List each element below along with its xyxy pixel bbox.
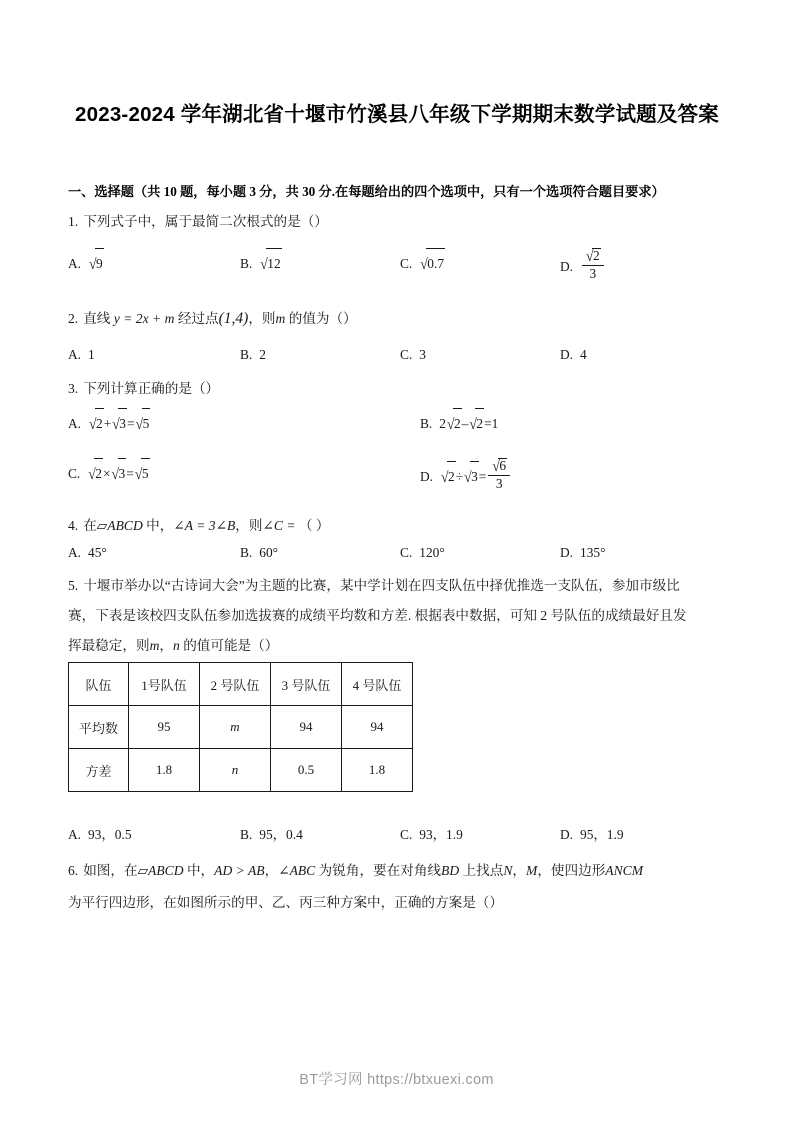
question-5-text-line3b: 的值可能是（） <box>183 638 279 653</box>
option-a-label: A. <box>68 827 82 842</box>
question-5-text-line3a: 挥最稳定，则 <box>68 638 150 653</box>
operator-divide: ÷ <box>455 468 464 484</box>
question-5-variable-n: n <box>172 638 180 653</box>
question-2-stem <box>68 305 357 332</box>
radical-sqrt2: √2 <box>446 408 462 439</box>
question-3-option-b[interactable] <box>420 408 498 439</box>
table-cell-mean-team1: 95 <box>129 706 200 749</box>
table-row <box>69 706 413 749</box>
question-3-option-c[interactable] <box>68 458 150 489</box>
question-5-option-d[interactable] <box>560 820 624 850</box>
question-2-text-1: 直线 <box>83 311 111 326</box>
question-3-option-d[interactable] <box>420 458 512 492</box>
question-5-line-1 <box>68 572 680 599</box>
radical-sqrt0-7: √0.7 <box>419 248 445 279</box>
option-c-label: C. <box>400 347 413 362</box>
question-2-equation: y = 2x + m <box>113 311 175 326</box>
question-4-option-a[interactable] <box>68 538 107 568</box>
question-1-option-b[interactable] <box>240 248 282 279</box>
radical-sqrt12: √12 <box>259 248 281 279</box>
option-c-label: C. <box>68 466 81 481</box>
question-4-abcd: ABCD <box>107 518 143 533</box>
option-b-value: 2 <box>259 347 266 362</box>
question-6-comma-2: ， <box>512 863 526 878</box>
footer-watermark: BT学习网 https://btxuexi.com <box>299 1072 494 1088</box>
question-5-line-2 <box>68 602 687 629</box>
question-3-stem-text: 下列计算正确的是（） <box>83 381 220 396</box>
option-a-value: 93，0.5 <box>88 827 132 842</box>
question-2-number: 2. <box>68 311 79 326</box>
question-6-line-2 <box>68 889 503 916</box>
question-5-text-line2: 赛，下表是该校四支队伍参加选拔赛的成绩平均数和方差. 根据表中数据，可知 2 号队伍的成绩最好且发 <box>68 608 687 623</box>
option-d-label: D. <box>420 468 434 484</box>
question-4-equation-1: ∠A = 3∠B <box>173 518 236 533</box>
question-4-stem <box>68 512 330 539</box>
option-b-value: 60° <box>259 545 279 560</box>
question-1-number: 1. <box>68 214 79 229</box>
question-4-option-c[interactable] <box>400 538 445 568</box>
question-2-options <box>0 340 793 370</box>
question-6-quad-ancm: ANCM <box>605 863 644 878</box>
option-c-value: 3 <box>419 347 426 362</box>
question-6-text-1: 如图，在 <box>83 863 138 878</box>
option-d-value: 95，1.9 <box>580 827 624 842</box>
option-c-label: C. <box>400 256 413 271</box>
question-6-comma-1: ， <box>264 863 279 878</box>
table-cell-mean-team2: m <box>200 706 271 749</box>
radical-sqrt3: √3 <box>111 408 127 439</box>
question-5-comma: ， <box>159 638 173 653</box>
question-2-option-d[interactable] <box>560 340 587 370</box>
question-1-option-a[interactable] <box>68 248 104 279</box>
option-a-value: 45° <box>88 545 107 560</box>
radical-sqrt3: √3 <box>111 458 127 489</box>
question-5-variable-m: m <box>149 638 160 653</box>
question-4-text-1: 在 <box>83 518 97 533</box>
option-b-label: B. <box>240 347 253 362</box>
question-1-options <box>0 247 793 281</box>
operator-equals: = <box>127 416 135 431</box>
option-c-value: 93，1.9 <box>419 827 463 842</box>
question-6-text-line2: 为平行四边形，在如图所示的甲、乙、丙三种方案中，正确的方案是（） <box>68 895 503 910</box>
question-1-option-d[interactable] <box>560 248 606 282</box>
table-header-cell-4: 4 号队伍 <box>342 663 413 706</box>
question-4-option-b[interactable] <box>240 538 278 568</box>
question-4-text-2: 中， <box>146 518 174 533</box>
question-2-option-b[interactable] <box>240 340 266 370</box>
radical-sqrt2-second: √2 <box>468 408 484 439</box>
question-1-stem-text: 下列式子中，属于最简二次根式的是（） <box>83 214 328 229</box>
radical-sqrt9: √9 <box>88 248 104 279</box>
table-header-cell-3: 3 号队伍 <box>271 663 342 706</box>
option-b-label: B. <box>240 827 253 842</box>
section-header: 一、选择题（共 10 题，每小题 3 分，共 30 分.在每题给出的四个选项中，只有一个选项符合题目要求） <box>68 184 665 199</box>
question-2-text-4: 的值为（） <box>288 311 357 326</box>
question-2-text-3: ，则 <box>248 311 276 326</box>
question-2-variable-m: m <box>275 311 286 326</box>
question-3-options-row-1 <box>0 408 793 438</box>
table-header-row <box>69 663 413 706</box>
question-4-options <box>0 538 793 568</box>
option-c-label: C. <box>400 827 413 842</box>
question-5-option-b[interactable] <box>240 820 303 850</box>
question-2-point: (1,4) <box>218 310 249 327</box>
question-6-abcd: ABCD <box>148 863 184 878</box>
table-cell-variance-team2: n <box>200 749 271 792</box>
option-a-label: A. <box>68 416 82 431</box>
radical-sqrt5: √5 <box>135 408 151 439</box>
table-cell-mean-team3: 94 <box>271 706 342 749</box>
scores-table <box>68 662 413 792</box>
parallelogram-symbol-icon: ▱ <box>137 863 149 878</box>
fraction-sqrt6-over-3: $\frac{√6}{3}$ <box>488 458 510 491</box>
option-d-label: D. <box>560 827 574 842</box>
option-a-label: A. <box>68 256 82 271</box>
operator-plus: + <box>103 416 112 431</box>
coefficient-2: 2 <box>439 416 446 431</box>
radical-sqrt2: √2 <box>586 247 600 265</box>
radical-sqrt3: √3 <box>463 461 479 492</box>
question-3-options-row-2 <box>0 457 793 491</box>
operator-equals: = <box>126 466 134 481</box>
option-d-label: D. <box>560 258 574 274</box>
question-2-option-c[interactable] <box>400 340 426 370</box>
radical-sqrt2: √2 <box>87 458 103 489</box>
option-c-label: C. <box>400 545 413 560</box>
option-d-label: D. <box>560 347 574 362</box>
question-5-option-a[interactable] <box>68 820 132 850</box>
table-header-cell-1: 1号队伍 <box>129 663 200 706</box>
question-4-option-d[interactable] <box>560 538 605 568</box>
question-3-number: 3. <box>68 381 79 396</box>
operator-equals: = <box>484 416 492 431</box>
parallelogram-symbol-icon: ▱ <box>96 518 108 533</box>
table-cell-variance-team4: 1.8 <box>342 749 413 792</box>
table-row-label-mean: 平均数 <box>69 706 129 749</box>
option-b-value: 95，0.4 <box>259 827 303 842</box>
radical-sqrt6: √6 <box>492 457 507 475</box>
table-cell-variance-team1: 1.8 <box>129 749 200 792</box>
question-3-stem <box>68 375 219 402</box>
table-cell-variance-team3: 0.5 <box>271 749 342 792</box>
question-4-text-3: ，则 <box>235 518 263 533</box>
option-d-label: D. <box>560 545 574 560</box>
question-6-angle-abc: ∠ABC <box>278 863 316 878</box>
question-4-number: 4. <box>68 518 79 533</box>
question-3-option-a[interactable] <box>68 408 150 439</box>
operator-equals: = <box>478 468 487 484</box>
option-d-value: 4 <box>580 347 587 362</box>
radical-sqrt2: √2 <box>88 408 104 439</box>
operator-times: × <box>102 466 111 481</box>
question-6-line-1 <box>68 857 643 884</box>
question-5-line-3 <box>68 632 278 659</box>
table-header-cell-2: 2 号队伍 <box>200 663 271 706</box>
table-header-cell-0: 队伍 <box>69 663 129 706</box>
option-a-label: A. <box>68 545 82 560</box>
question-6-number: 6. <box>68 863 79 878</box>
option-d-value: 135° <box>580 545 606 560</box>
question-4-text-4: （ ） <box>298 518 330 533</box>
option-b-label: B. <box>240 256 253 271</box>
question-5-options <box>0 820 793 850</box>
option-c-value: 120° <box>419 545 445 560</box>
table-row <box>69 749 413 792</box>
question-5-option-c[interactable] <box>400 820 463 850</box>
question-1-stem <box>68 208 328 235</box>
radical-sqrt2: √2 <box>440 461 456 492</box>
question-4-equation-2: ∠C = <box>262 518 296 533</box>
fraction-sqrt2-over-3: $\frac{√2}{3}$ <box>582 248 604 281</box>
page-title: 2023-2024 学年湖北省十堰市竹溪县八年级下学期期末数学试题及答案 <box>75 103 719 126</box>
question-6-text-4: 上找点 <box>462 863 504 878</box>
question-1-option-c[interactable] <box>400 248 445 279</box>
table-row-label-variance: 方差 <box>69 749 129 792</box>
option-b-label: B. <box>420 416 433 431</box>
question-6-point-n: N <box>503 863 513 878</box>
question-6-text-3: 为锐角，要在对角线 <box>318 863 442 878</box>
question-6-text-2: 中， <box>186 863 215 878</box>
operator-minus: – <box>461 416 469 431</box>
question-6-inequality: AD > AB <box>214 863 265 878</box>
question-6-point-m: M <box>526 863 538 878</box>
table-cell-mean-team4: 94 <box>342 706 413 749</box>
question-6-segment-bd: BD <box>441 863 460 878</box>
radical-sqrt5: √5 <box>134 458 150 489</box>
question-2-option-a[interactable] <box>68 340 95 370</box>
option-b-result: 1 <box>491 416 499 431</box>
question-2-text-2: 经过点 <box>177 311 219 326</box>
question-6-text-5: ，使四边形 <box>537 863 606 878</box>
option-a-value: 1 <box>88 347 95 362</box>
question-5-text-line1: 十堰市举办以“古诗词大会”为主题的比赛，某中学计划在四支队伍中择优推选一支队伍，参加市级比 <box>83 578 680 593</box>
option-a-label: A. <box>68 347 82 362</box>
question-5-number: 5. <box>68 578 79 593</box>
option-b-label: B. <box>240 545 253 560</box>
